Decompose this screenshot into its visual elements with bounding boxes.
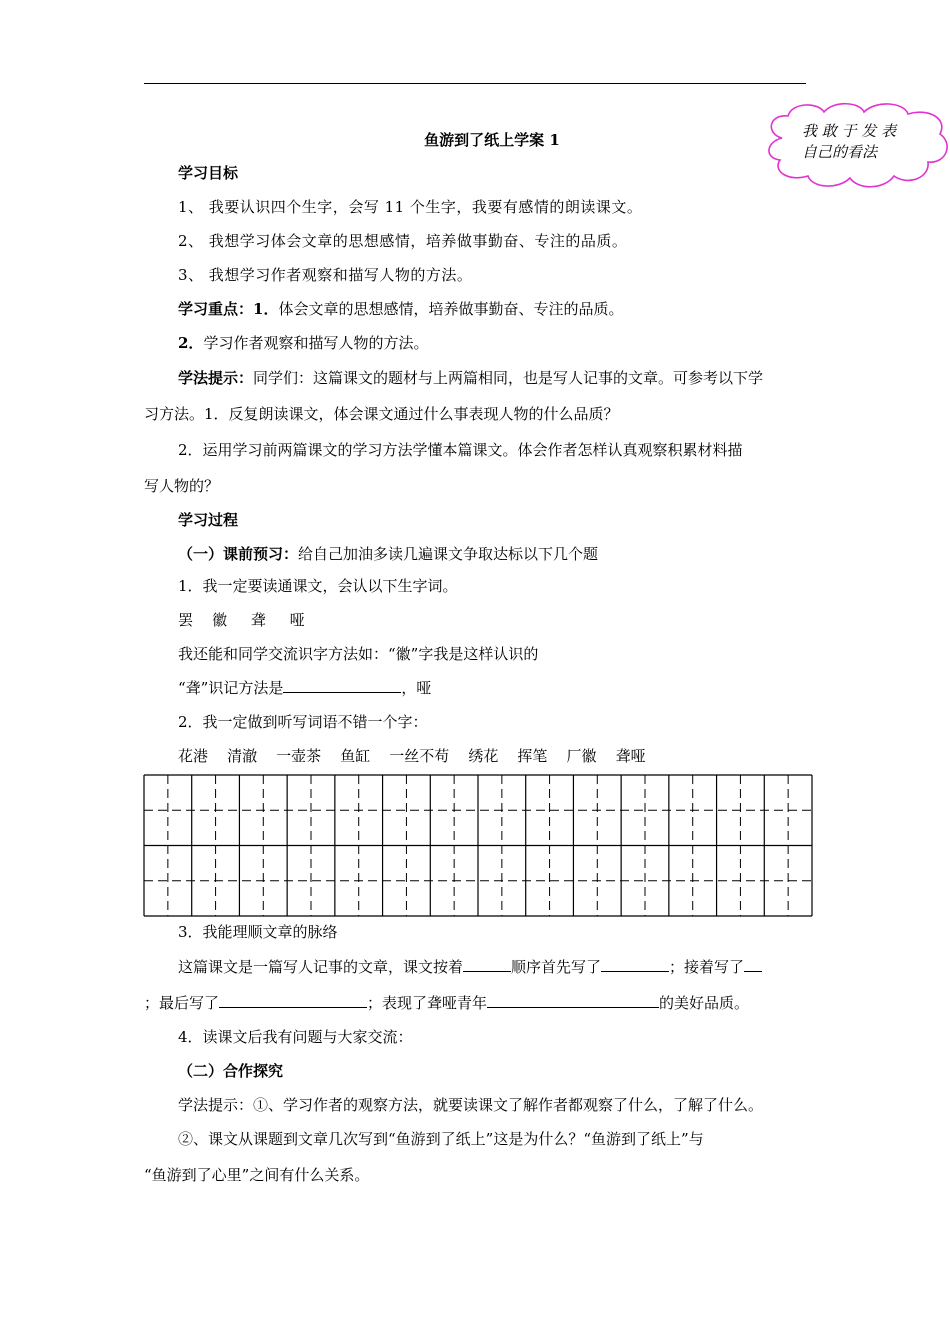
tips-line-2: 习方法。1．反复朗读课文，体会课文通过什么事表现人物的什么品质？: [144, 405, 619, 423]
objectives-heading: 学习目标: [178, 164, 239, 182]
tips-line-1: [178, 367, 763, 388]
header-rule: [144, 83, 806, 84]
outline-text-b: 顺序首先写了: [511, 958, 602, 976]
focus-num-1: 1．: [253, 300, 279, 318]
part1-text: 给自己加油多读几遍课文争取达标以下几个题: [298, 545, 599, 563]
part2-heading: （二）合作探究: [178, 1062, 284, 1080]
exchange-line: 我还能和同学交流识字方法如：“徽”字我是这样认识的: [178, 645, 539, 663]
outline-text-c: ；接着写了: [669, 958, 745, 976]
last-blank[interactable]: [219, 992, 367, 1008]
objective-item-1: 1、 我要认识四个生字，会写 11 个生字，我要有感情的朗读课文。: [178, 198, 643, 216]
long-method-prefix: “聋”识记方法是: [178, 679, 284, 697]
process-heading: 学习过程: [178, 511, 239, 529]
cloud-line-2: 自己的看法: [802, 143, 878, 161]
question-3: 3．我能理顺文章的脉络: [178, 923, 338, 941]
focus-label: 学习重点：: [178, 300, 254, 318]
outline-text-a: 这篇课文是一篇写人记事的文章，课文按着: [178, 958, 464, 976]
cloud-line-1: 我 敢 于 发 表: [802, 122, 897, 140]
writing-grid[interactable]: [143, 774, 813, 917]
question-1: 1．我一定要读通课文，会认以下生字词。: [178, 577, 458, 595]
outline-line-2: [144, 992, 749, 1013]
tip-3-line-2: “鱼游到了心里”之间有什么关系。: [144, 1166, 370, 1184]
next-blank[interactable]: [744, 956, 762, 972]
part1-line: [178, 543, 598, 564]
order-blank[interactable]: [463, 956, 511, 972]
tips-text-1: 同学们：这篇课文的题材与上两篇相同，也是写人记事的文章。可参考以下学: [253, 369, 764, 387]
tips-line-3: 2．运用学习前两篇课文的学习方法学懂本篇课文。体会作者怎样认真观察积累材料描: [178, 441, 743, 459]
tip-3-line-1: ②、课文从课题到文章几次写到“鱼游到了纸上”这是为什么？“鱼游到了纸上”与: [178, 1130, 704, 1148]
focus-line-1: [178, 298, 623, 319]
part1-label: （一）课前预习：: [178, 545, 299, 563]
question-4: 4．读课文后我有问题与大家交流：: [178, 1028, 413, 1046]
question-2: 2．我一定做到听写词语不错一个字：: [178, 713, 428, 731]
long-method-line: [178, 677, 431, 698]
long-method-blank[interactable]: [283, 677, 401, 693]
tips-label: 学法提示：: [178, 369, 254, 387]
objective-item-2: 2、 我想学习体会文章的思想感情，培养做事勤奋、专注的品质。: [178, 232, 628, 250]
outline-text-d: ；最后写了: [144, 994, 220, 1012]
first-blank[interactable]: [601, 956, 669, 972]
objective-item-3: 3、 我想学习作者观察和描写人物的方法。: [178, 266, 473, 284]
outline-text-e: ；表现了聋哑青年: [367, 994, 488, 1012]
page-title: 鱼游到了纸上学案 1: [424, 131, 560, 149]
outline-line-1: [178, 956, 762, 977]
outline-text-f: 的美好品质。: [659, 994, 750, 1012]
focus-item-2: 学习作者观察和描写人物的方法。: [203, 334, 429, 352]
tips-line-4: 写人物的？: [144, 477, 220, 495]
focus-item-1: 体会文章的思想感情，培养做事勤奋、专注的品质。: [278, 300, 624, 318]
dictation-words: 花港 清澈 一壶茶 鱼缸 一丝不苟 绣花 挥笔 厂徽 聋哑: [178, 747, 646, 765]
quality-blank[interactable]: [487, 992, 659, 1008]
new-characters: 罢 徽 聋 哑: [178, 611, 305, 629]
focus-num-2: 2．: [178, 334, 204, 352]
tip-2: 学法提示：①、学习作者的观察方法，就要读课文了解作者都观察了什么，了解了什么。: [178, 1096, 764, 1114]
long-method-suffix: ，哑: [401, 679, 432, 697]
focus-line-2: [178, 332, 428, 353]
